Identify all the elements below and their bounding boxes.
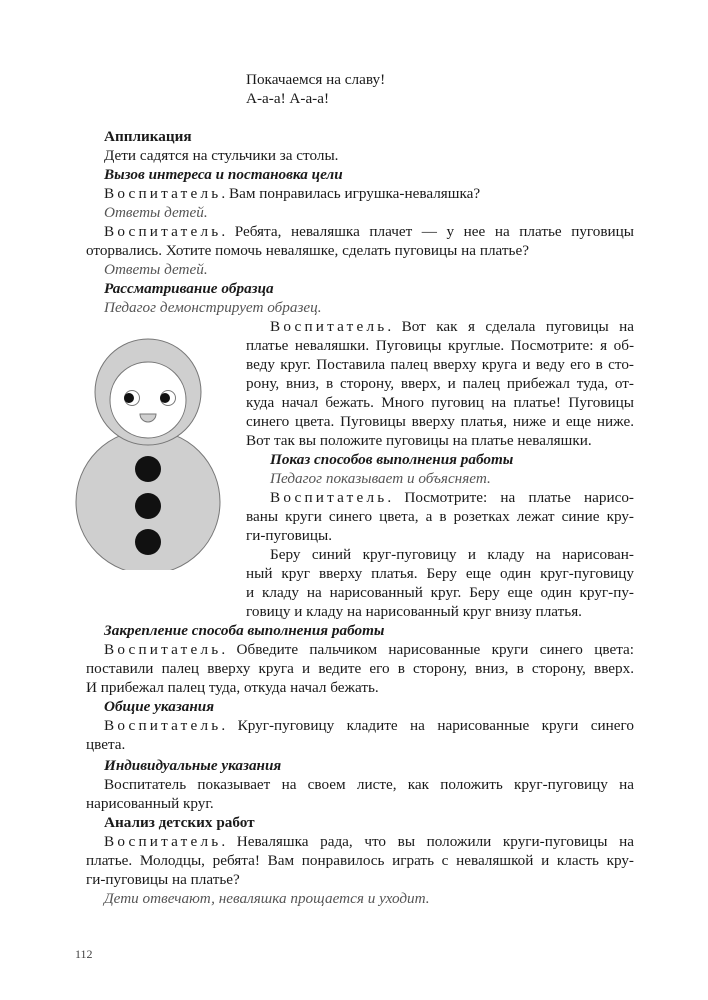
heading-analiz: Анализ детских работ: [104, 814, 255, 831]
body-text: Воспитатель показывает на своем листе, как положить круг-пуговицу на: [104, 776, 634, 793]
speech-text: . Ребята, неваляшка плачет — у нее на платье пуговицы: [221, 223, 634, 240]
speech-text: говицу и кладу на нарисованный круг внизу платья.: [246, 603, 582, 620]
speech-text: поставили палец вверху круга и ведите его в сторону, вниз, в сторону, вверх.: [86, 660, 634, 677]
speaker-label: Воспитатель: [104, 185, 222, 202]
dialogue-line: [104, 222, 634, 241]
speech-text: . Посмотрите: на платье нарисо-: [387, 489, 634, 506]
speech-text: Вот так вы положите пуговицы на платье неваляшки.: [246, 432, 592, 449]
speech-text: . Неваляшка рада, что вы положили круги-пуговицы на: [221, 833, 634, 850]
answer-note: Ответы детей.: [104, 261, 208, 278]
speech-text: рону, вниз, в сторону, вверх, и палец прибежал туда, от-: [246, 375, 634, 392]
closing-note: Дети отвечают, неваляшка прощается и уходит.: [104, 890, 430, 907]
heading-individualnye: Индивидуальные указания: [104, 757, 282, 774]
verse-line-1: Покачаемся на славу!: [246, 71, 386, 88]
speech-text: ный круг вверху платья. Беру еще один круг-пуговицу: [246, 565, 634, 582]
speaker-label: Воспитатель: [104, 223, 222, 240]
heading-obshchie: Общие указания: [104, 698, 215, 715]
pedagog-note: Педагог показывает и объясняет.: [270, 470, 491, 487]
speech-text: . Вот как я сделала пуговицы на: [387, 318, 634, 335]
dialogue-line: [104, 832, 634, 851]
body-text: нарисованный круг.: [86, 795, 214, 812]
dialogue-line: [104, 184, 480, 203]
speech-text: оторвались. Хотите помочь неваляшке, сделать пуговицы на платье?: [86, 242, 529, 259]
speech-text: И прибежал палец туда, откуда начал бежать.: [86, 679, 379, 696]
speech-text: платье. Молодцы, ребята! Вам понравилось играть с неваляшкой и класть кру-: [86, 852, 634, 869]
button-icon: [135, 456, 161, 482]
speech-text: ги-пуговицы.: [246, 527, 333, 544]
verse-line-2: А-а-а! А-а-а!: [246, 90, 330, 107]
button-icon: [135, 529, 161, 555]
dialogue-line: [270, 317, 634, 336]
dialogue-line: [104, 716, 634, 735]
speech-text: ги-пуговицы на платье?: [86, 871, 240, 888]
pedagog-note: Педагог демонстрирует образец.: [104, 299, 322, 316]
text-applikatsiya: Дети садятся на стульчики за столы.: [104, 147, 339, 164]
heading-zakreplenie: Закрепление способа выполнения работы: [104, 622, 385, 639]
nevalyashka-illustration: [70, 330, 230, 570]
speech-text: и кладу на нарисованный круг. Беру еще один круг-пу-: [246, 584, 634, 601]
speech-text: куда начал бежать. Много пуговиц на платье! Пуговицы: [246, 394, 634, 411]
heading-applikatsiya: Аппликация: [104, 128, 192, 145]
speech-text: . Обведите пальчиком нарисованные круги синего цвета:: [221, 641, 634, 658]
button-icon: [135, 493, 161, 519]
speech-text: . Вам понравилась игрушка-неваляшка?: [221, 185, 481, 202]
speech-text: . Круг-пуговицу кладите на нарисованные круги синего: [221, 717, 634, 734]
speech-text: ваны круги синего цвета, а в розетках лежат синие кру-: [246, 508, 634, 525]
page-number: 112: [75, 947, 93, 961]
speaker-label: Воспитатель: [270, 489, 388, 506]
speaker-label: Воспитатель: [270, 318, 388, 335]
speech-text: синего цвета. Пуговицы вверху платья, ниже и еще ниже.: [246, 413, 634, 430]
speech-text: платье неваляшки. Пуговицы круглые. Посмотрите: я об-: [246, 337, 634, 354]
speaker-label: Воспитатель: [104, 717, 222, 734]
speech-text: цвета.: [86, 736, 126, 753]
answer-note: Ответы детей.: [104, 204, 208, 221]
speech-text: веду круг. Поставила палец вверху круга и веду его в сто-: [246, 356, 634, 373]
heading-pokaz: Показ способов выполнения работы: [270, 451, 514, 468]
dialogue-line: [104, 640, 634, 659]
heading-rassmatrivanie: Рассматривание образца: [104, 280, 274, 297]
dialogue-line: [270, 488, 634, 507]
speaker-label: Воспитатель: [104, 833, 222, 850]
speaker-label: Воспитатель: [104, 641, 222, 658]
heading-vyzov: Вызов интереса и постановка цели: [104, 166, 343, 183]
speech-text: Беру синий круг-пуговицу и кладу на нарисован-: [270, 546, 634, 563]
